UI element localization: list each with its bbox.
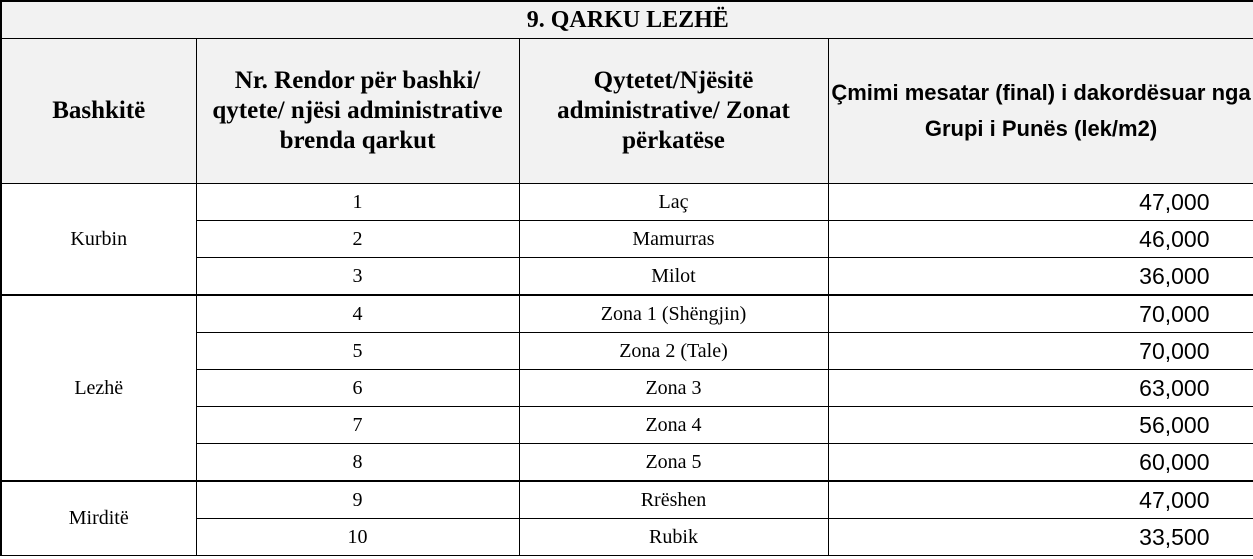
header-municipality: Bashkitë xyxy=(1,39,196,184)
zone-cell: Zona 5 xyxy=(519,444,828,482)
zone-cell: Zona 1 (Shëngjin) xyxy=(519,295,828,333)
zone-cell: Zona 4 xyxy=(519,407,828,444)
price-cell: 46,000 xyxy=(828,221,1253,258)
table-row xyxy=(1,184,1253,221)
zone-cell: Zona 2 (Tale) xyxy=(519,333,828,370)
price-cell: 47,000 xyxy=(828,481,1253,519)
order-number-cell: 6 xyxy=(196,370,519,407)
header-price: Çmimi mesatar (final) i dakordësuar nga Grupi i Punës (lek/m2) xyxy=(828,39,1253,184)
order-number-cell: 4 xyxy=(196,295,519,333)
price-cell: 70,000 xyxy=(828,295,1253,333)
zone-cell: Rrëshen xyxy=(519,481,828,519)
order-number-cell: 7 xyxy=(196,407,519,444)
table-row xyxy=(1,481,1253,519)
order-number-cell: 9 xyxy=(196,481,519,519)
order-number-cell: 5 xyxy=(196,333,519,370)
municipality-cell: Kurbin xyxy=(1,184,196,296)
price-cell: 56,000 xyxy=(828,407,1253,444)
order-number-cell: 1 xyxy=(196,184,519,221)
zone-cell: Rubik xyxy=(519,519,828,556)
order-number-cell: 3 xyxy=(196,258,519,296)
table-body xyxy=(1,184,1253,556)
table-row xyxy=(1,295,1253,333)
header-order-number: Nr. Rendor për bashki/ qytete/ njësi administrative brenda qarkut xyxy=(196,39,519,184)
order-number-cell: 2 xyxy=(196,221,519,258)
municipality-cell: Mirditë xyxy=(1,481,196,556)
zone-cell: Zona 3 xyxy=(519,370,828,407)
municipality-cell: Lezhë xyxy=(1,295,196,481)
table-title: 9. QARKU LEZHË xyxy=(1,1,1253,39)
zone-cell: Milot xyxy=(519,258,828,296)
price-cell: 63,000 xyxy=(828,370,1253,407)
price-cell: 70,000 xyxy=(828,333,1253,370)
price-cell: 47,000 xyxy=(828,184,1253,221)
zone-cell: Laç xyxy=(519,184,828,221)
order-number-cell: 10 xyxy=(196,519,519,556)
price-cell: 33,500 xyxy=(828,519,1253,556)
header-zones: Qytetet/Njësitë administrative/ Zonat përkatëse xyxy=(519,39,828,184)
order-number-cell: 8 xyxy=(196,444,519,482)
price-cell: 36,000 xyxy=(828,258,1253,296)
price-cell: 60,000 xyxy=(828,444,1253,482)
zone-cell: Mamurras xyxy=(519,221,828,258)
